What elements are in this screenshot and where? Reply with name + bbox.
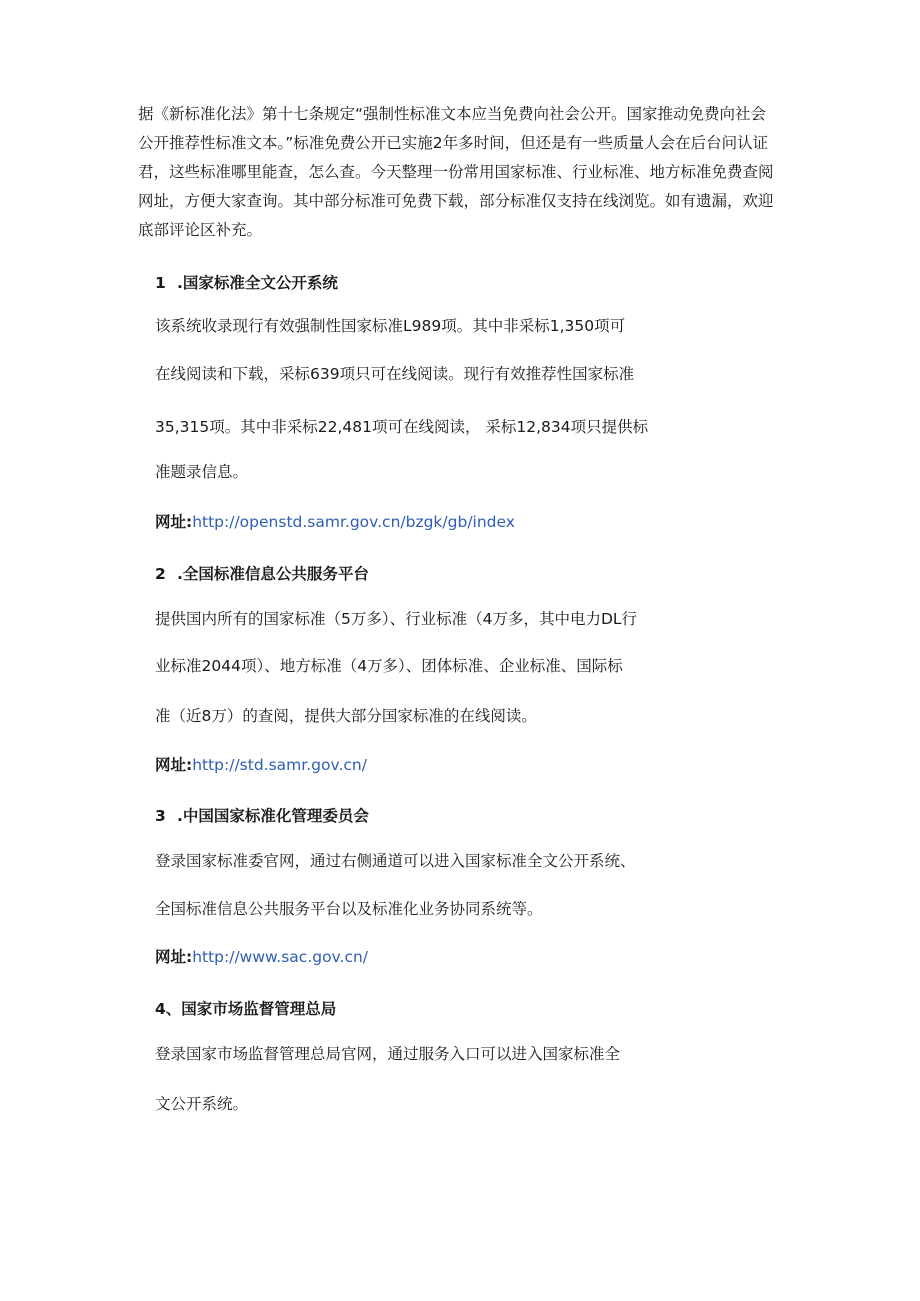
- section-3-number: 3: [155, 807, 166, 825]
- section-3-heading: [155, 805, 369, 827]
- section-4-line-1: 登录国家市场监督管理总局官网，通过服务入口可以进入国家标准全: [155, 1045, 621, 1063]
- section-1-line-3: 35,315项。其中非采标22,481项可在线阅读， 采标12,834项只提供标: [155, 418, 649, 436]
- intro-paragraph: 据《新标准化法》第十七条规定“强制性标准文本应当免费向社会公开。国家推动免费向社会公开推荐性标准文本。”标准免费公开已实施2年多时间，但还是有一些质量人会在后台问认证君，这些标准哪里能查，怎么查。今天整理一份常用国家标准、行业标准、地方标准免费查阅网址，方便大家查询。其中部分标准可免费下载，部分标准仅支持在线浏览。如有遗漏，欢迎底部评论区补充。: [138, 105, 774, 239]
- section-2-number: 2: [155, 565, 166, 583]
- section-1-number: 1: [155, 274, 166, 292]
- section-3-line-2: 全国标准信息公共服务平台以及标准化业务协同系统等。: [155, 900, 543, 918]
- section-3-url-row: [155, 946, 368, 968]
- section-4-line-2: 文公开系统。: [155, 1095, 249, 1113]
- section-4-title: 、国家市场监督管理总局: [165, 1000, 337, 1018]
- section-1-url-label: 网址:: [155, 513, 193, 531]
- section-3-title: .中国国家标准化管理委员会: [177, 807, 369, 825]
- section-1-title: .国家标准全文公开系统: [177, 274, 338, 292]
- section-2-line-1: 提供国内所有的国家标准（5万多）、行业标准（4万多，其中电力DL行: [155, 610, 638, 628]
- section-2-line-3: 准（近8万）的查阅，提供大部分国家标准的在线阅读。: [155, 707, 537, 725]
- section-1-heading: [155, 272, 338, 294]
- section-2-line-2: 业标准2044项）、地方标准（4万多）、团体标准、企业标准、国际标: [155, 657, 623, 675]
- section-1-url-row: [155, 511, 515, 533]
- section-2-title: .全国标准信息公共服务平台: [177, 565, 369, 583]
- section-2-url-link[interactable]: http://std.samr.gov.cn/: [192, 756, 367, 774]
- section-2-url-row: [155, 754, 367, 776]
- section-2-heading: [155, 563, 369, 585]
- section-3-line-1: 登录国家标准委官网，通过右侧通道可以进入国家标准全文公开系统、: [155, 852, 636, 870]
- section-2-url-label: 网址:: [155, 756, 193, 774]
- section-4-heading: [155, 998, 336, 1020]
- section-1-line-1: 该系统收录现行有效强制性国家标准L989项。其中非采标1,350项可: [155, 317, 626, 335]
- section-3-url-label: 网址:: [155, 948, 193, 966]
- section-1-line-2: 在线阅读和下载，采标639项只可在线阅读。现行有效推荐性国家标准: [155, 365, 635, 383]
- section-1-url-link[interactable]: http://openstd.samr.gov.cn/bzgk/gb/index: [192, 513, 515, 531]
- section-4-number: 4: [155, 1000, 166, 1018]
- section-3-url-link[interactable]: http://www.sac.gov.cn/: [192, 948, 369, 966]
- section-1-line-4: 准题录信息。: [155, 463, 249, 481]
